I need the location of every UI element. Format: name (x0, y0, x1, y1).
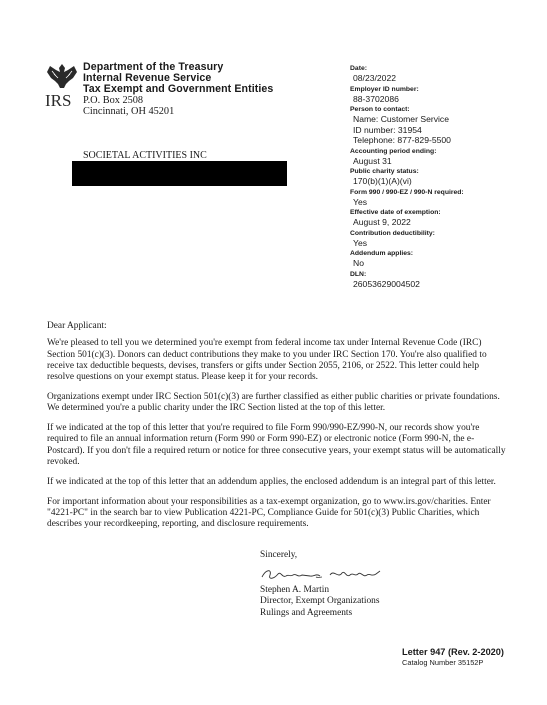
charity-status-label: Public charity status: (350, 168, 419, 175)
division-line: Tax Exempt and Government Entities (83, 83, 274, 95)
paragraph-filing-requirement: If we indicated at the top of this letter that you're required to file Form 990/990-EZ/990-N, our records show you're required to file an annual information return (Form 990 or Form 990-EZ) or electronic notice (Form 990-N, the e-Postcard). If you don't file a required return or notice for three consecutive years, your exempt status will be automatically revoked. (47, 423, 506, 467)
irs-eagle-seal-icon (44, 62, 80, 110)
contact-phone: Telephone: 877-829-5500 (353, 135, 451, 145)
charity-status-value: 170(b)(1)(A)(vi) (353, 176, 412, 186)
organization-name: SOCIETAL ACTIVITIES INC (83, 150, 207, 161)
letter-form-number: Letter 947 (Rev. 2-2020) (402, 647, 504, 657)
contact-name: Name: Customer Service (353, 114, 449, 124)
deductibility-label: Contribution deductibility: (350, 229, 435, 237)
ein-label: Employer ID number: (350, 85, 419, 93)
form-required-value: Yes (353, 196, 368, 207)
paragraph-exemption: We're pleased to tell you we determined you're exempt from federal income tax under Internal Revenue Code (IRC) Section 501(c)(3). Donors can deduct contributions they make to you under IRC Section 170. You're also qualified to receive tax deductible bequests, devises, transfers or gifts under Section 2055, 2106, or 2522. This letter could help resolve questions on your exempt status. Please keep it for your records. (47, 338, 487, 383)
irs-seal-text: IRS (45, 91, 72, 110)
agency-line: Internal Revenue Service (83, 72, 212, 84)
paragraph-addendum: If we indicated at the top of this letter that an addendum applies, the enclosed addendum is an integral part of this letter. (47, 476, 496, 487)
signer-name: Stephen A. Martin (260, 585, 330, 595)
form-required-label: Form 990 / 990-EZ / 990-N required: (350, 188, 464, 196)
signer-department: Rulings and Agreements (260, 607, 353, 618)
date-value: 08/23/2022 (353, 73, 397, 83)
accounting-period-label: Accounting period ending: (350, 147, 437, 155)
contact-label: Person to contact: (350, 106, 410, 113)
letter-info-panel (350, 64, 540, 290)
salutation: Dear Applicant: (47, 321, 107, 331)
dln-value: 26053629004502 (353, 278, 420, 289)
paragraph-classification: Organizations exempt under IRC Section 501(c)(3) are further classified as either public charities or private foundations. We determined you're a public charity under the IRC Section listed at the top of this letter. (47, 391, 500, 414)
irs-address (83, 95, 174, 117)
effective-date-label: Effective date of exemption: (350, 209, 441, 216)
department-header (83, 62, 273, 95)
accounting-period-value: August 31 (353, 155, 392, 166)
signature-block (260, 549, 388, 619)
addendum-value: No (353, 258, 364, 268)
city-state-zip: Cincinnati, OH 45201 (83, 106, 175, 117)
letter-body (47, 321, 507, 539)
deductibility-value: Yes (353, 237, 368, 248)
catalog-number: Catalog Number 35152P (402, 658, 484, 667)
department-line: Department of the Treasury (83, 61, 224, 73)
effective-date-value: August 9, 2022 (353, 217, 411, 227)
paragraph-more-information: For important information about your responsibilities as a tax-exempt organization, go to www.irs.gov/charities. Enter "4221-PC" in the search bar to view Publication 4221-PC, Compliance Guide for 501(c)(3) Public Charities, which describes your recordkeeping, reporting, and disclosure requirements. (47, 496, 491, 530)
handwritten-signature (258, 565, 388, 583)
signer-title: Director, Exempt Organizations (260, 596, 380, 607)
closing: Sincerely, (260, 550, 298, 560)
dln-label: DLN: (350, 270, 367, 278)
redacted-address-block (72, 161, 287, 186)
ein-value: 88-3702086 (353, 93, 399, 104)
irs-logo (44, 62, 80, 110)
contact-id: ID number: 31954 (353, 124, 422, 135)
date-label: Date: (350, 65, 367, 72)
letter-footer (402, 647, 504, 668)
po-box: P.O. Box 2508 (83, 95, 144, 106)
addendum-label: Addendum applies: (350, 250, 414, 257)
